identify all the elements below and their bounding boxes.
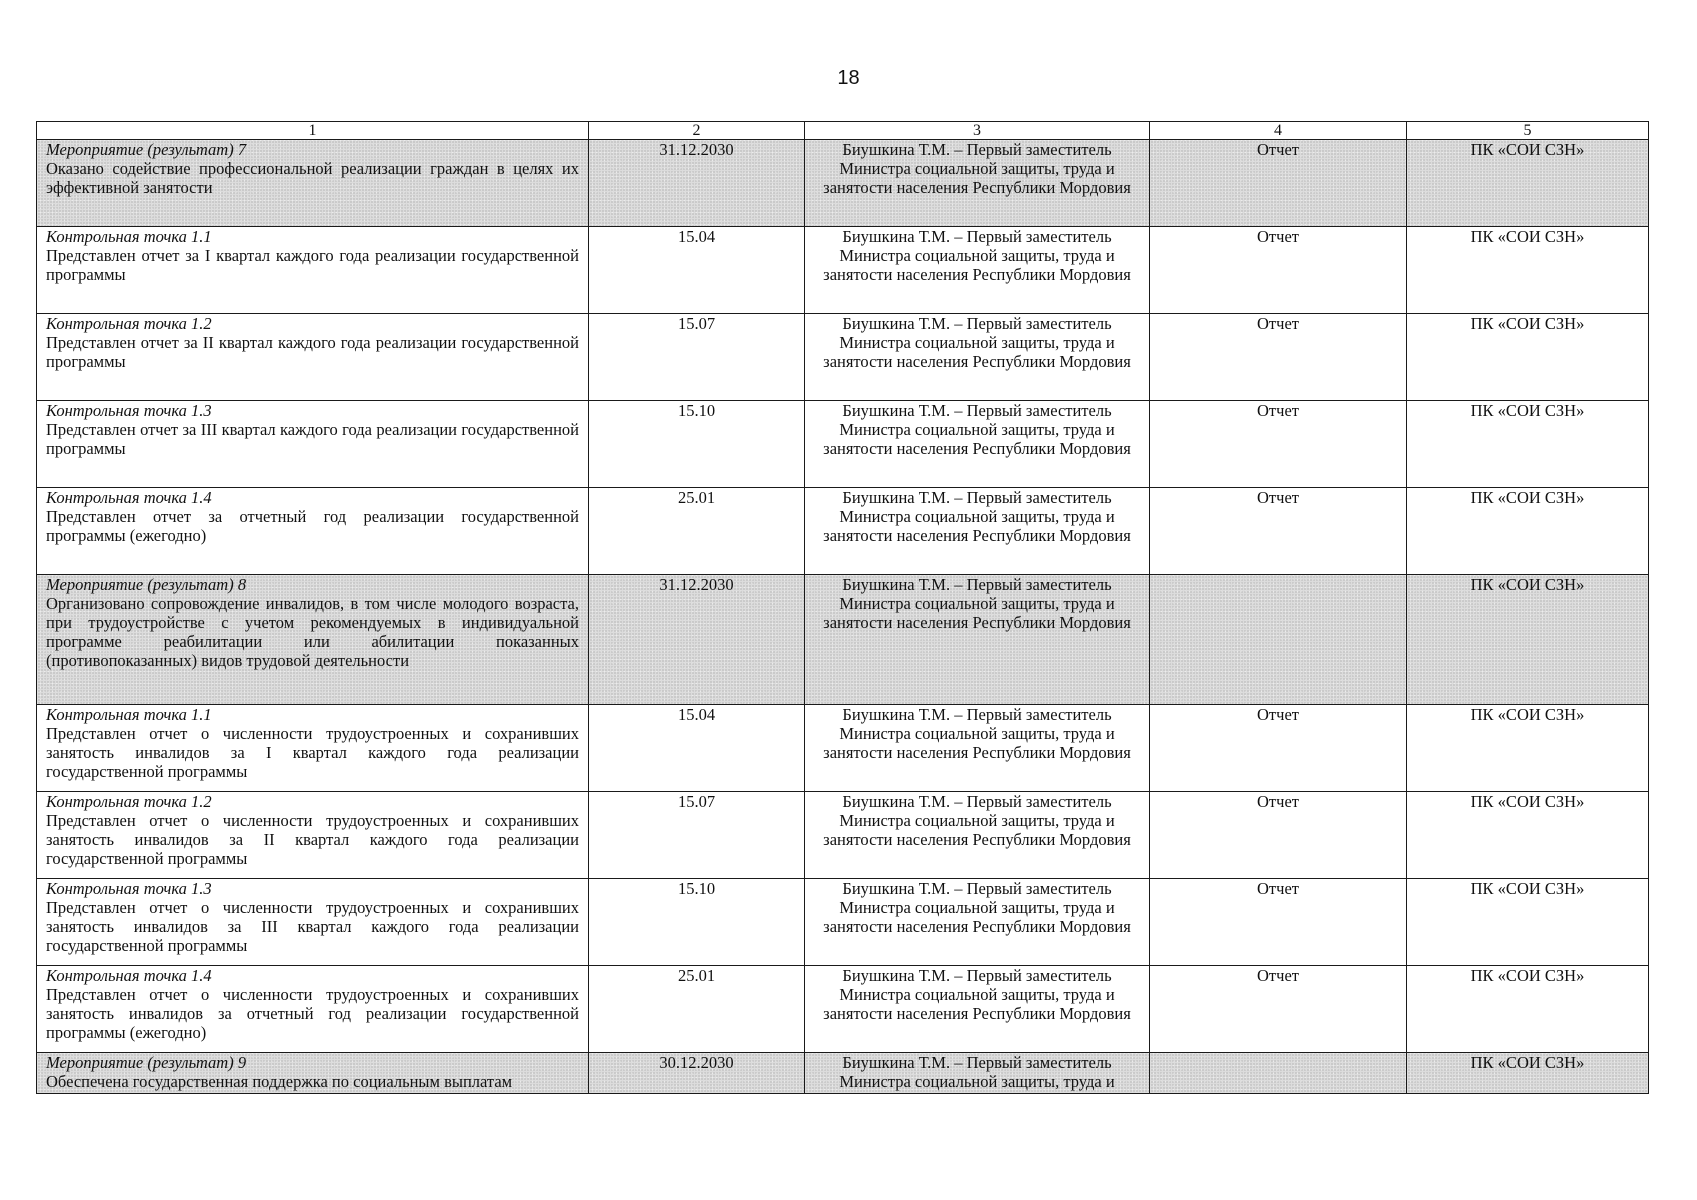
control-point-row (37, 879, 1649, 966)
information-system-cell: ПК «СОИ СЗН» (1407, 401, 1649, 488)
measure-row (37, 575, 1649, 705)
column-number-2: 2 (589, 122, 805, 140)
measure-row (37, 1053, 1649, 1094)
responsible-cell: Биушкина Т.М. – Первый заместитель Министра социальной защиты, труда и занятости населения Республики Мордовия (805, 227, 1150, 314)
document-type-cell (1150, 1053, 1407, 1094)
information-system-cell: ПК «СОИ СЗН» (1407, 140, 1649, 227)
item-kind: Контрольная точка 1.4 (46, 488, 212, 507)
item-description-cell (37, 314, 589, 401)
table-body (37, 140, 1649, 1094)
document-type-cell (1150, 575, 1407, 705)
information-system-cell: ПК «СОИ СЗН» (1407, 575, 1649, 705)
deadline-cell: 15.04 (589, 227, 805, 314)
deadline-cell: 15.10 (589, 401, 805, 488)
control-point-row (37, 401, 1649, 488)
item-text: Организовано сопровождение инвалидов, в том числе молодого возраста, при трудоустройстве с учетом рекомендуемых в индивидуальной программе реабилитации или абилитации показанных (противопоказанных) видов трудовой деятельности (46, 594, 579, 670)
control-point-row (37, 792, 1649, 879)
responsible-cell: Биушкина Т.М. – Первый заместитель Министра социальной защиты, труда и (805, 1053, 1150, 1094)
responsible-cell: Биушкина Т.М. – Первый заместитель Министра социальной защиты, труда и занятости населения Республики Мордовия (805, 314, 1150, 401)
responsible-cell: Биушкина Т.М. – Первый заместитель Министра социальной защиты, труда и занятости населения Республики Мордовия (805, 879, 1150, 966)
item-description-cell (37, 227, 589, 314)
page-number: 18 (837, 67, 860, 89)
item-text: Обеспечена государственная поддержка по социальным выплатам (46, 1072, 513, 1091)
item-text: Представлен отчет за I квартал каждого года реализации государственной программы (46, 246, 579, 284)
responsible-cell: Биушкина Т.М. – Первый заместитель Министра социальной защиты, труда и занятости населения Республики Мордовия (805, 705, 1150, 792)
item-kind: Мероприятие (результат) 8 (46, 575, 247, 594)
deadline-cell: 31.12.2030 (589, 575, 805, 705)
responsible-cell: Биушкина Т.М. – Первый заместитель Министра социальной защиты, труда и занятости населения Республики Мордовия (805, 792, 1150, 879)
information-system-cell: ПК «СОИ СЗН» (1407, 314, 1649, 401)
item-text: Представлен отчет о численности трудоустроенных и сохранивших занятость инвалидов за III квартал каждого года реализации государственной программы (46, 898, 579, 955)
document-type-cell: Отчет (1150, 792, 1407, 879)
deadline-cell: 15.10 (589, 879, 805, 966)
document-type-cell: Отчет (1150, 966, 1407, 1053)
item-kind: Контрольная точка 1.2 (46, 314, 212, 333)
item-description-cell (37, 575, 589, 705)
item-text: Представлен отчет за II квартал каждого года реализации государственной программы (46, 333, 579, 371)
deadline-cell: 15.04 (589, 705, 805, 792)
column-number-1: 1 (37, 122, 589, 140)
implementation-plan-table (36, 121, 1649, 1094)
column-number-5: 5 (1407, 122, 1649, 140)
item-description-cell (37, 140, 589, 227)
item-text: Представлен отчет о численности трудоустроенных и сохранивших занятость инвалидов за II квартал каждого года реализации государственной программы (46, 811, 579, 868)
responsible-cell: Биушкина Т.М. – Первый заместитель Министра социальной защиты, труда и занятости населения Республики Мордовия (805, 140, 1150, 227)
information-system-cell: ПК «СОИ СЗН» (1407, 227, 1649, 314)
control-point-row (37, 227, 1649, 314)
deadline-cell: 15.07 (589, 314, 805, 401)
item-description-cell (37, 966, 589, 1053)
responsible-cell: Биушкина Т.М. – Первый заместитель Министра социальной защиты, труда и занятости населения Республики Мордовия (805, 966, 1150, 1053)
item-kind: Мероприятие (результат) 7 (46, 140, 247, 159)
document-type-cell: Отчет (1150, 879, 1407, 966)
item-kind: Мероприятие (результат) 9 (46, 1053, 247, 1072)
table-header (37, 122, 1649, 140)
item-text: Представлен отчет за III квартал каждого года реализации государственной программы (46, 420, 579, 458)
responsible-cell: Биушкина Т.М. – Первый заместитель Министра социальной защиты, труда и занятости населения Республики Мордовия (805, 575, 1150, 705)
item-description-cell (37, 401, 589, 488)
deadline-cell: 31.12.2030 (589, 140, 805, 227)
item-kind: Контрольная точка 1.1 (46, 705, 212, 724)
deadline-cell: 30.12.2030 (589, 1053, 805, 1094)
responsible-cell: Биушкина Т.М. – Первый заместитель Министра социальной защиты, труда и занятости населения Республики Мордовия (805, 401, 1150, 488)
item-kind: Контрольная точка 1.4 (46, 966, 212, 985)
information-system-cell: ПК «СОИ СЗН» (1407, 879, 1649, 966)
document-type-cell: Отчет (1150, 705, 1407, 792)
item-text: Представлен отчет о численности трудоустроенных и сохранивших занятость инвалидов за отчетный год реализации государственной программы (ежегодно) (46, 985, 579, 1042)
control-point-row (37, 488, 1649, 575)
item-description-cell (37, 792, 589, 879)
document-type-cell: Отчет (1150, 227, 1407, 314)
item-kind: Контрольная точка 1.3 (46, 401, 212, 420)
information-system-cell: ПК «СОИ СЗН» (1407, 966, 1649, 1053)
document-type-cell: Отчет (1150, 314, 1407, 401)
deadline-cell: 15.07 (589, 792, 805, 879)
item-description-cell (37, 1053, 589, 1094)
deadline-cell: 25.01 (589, 966, 805, 1053)
column-number-3: 3 (805, 122, 1150, 140)
control-point-row (37, 705, 1649, 792)
deadline-cell: 25.01 (589, 488, 805, 575)
document-type-cell: Отчет (1150, 401, 1407, 488)
item-kind: Контрольная точка 1.3 (46, 879, 212, 898)
column-number-4: 4 (1150, 122, 1407, 140)
item-description-cell (37, 879, 589, 966)
column-number-row (37, 122, 1649, 140)
item-description-cell (37, 705, 589, 792)
information-system-cell: ПК «СОИ СЗН» (1407, 792, 1649, 879)
responsible-cell: Биушкина Т.М. – Первый заместитель Министра социальной защиты, труда и занятости населения Республики Мордовия (805, 488, 1150, 575)
document-type-cell: Отчет (1150, 140, 1407, 227)
item-kind: Контрольная точка 1.1 (46, 227, 212, 246)
information-system-cell: ПК «СОИ СЗН» (1407, 1053, 1649, 1094)
information-system-cell: ПК «СОИ СЗН» (1407, 705, 1649, 792)
item-text: Представлен отчет за отчетный год реализации государственной программы (ежегодно) (46, 507, 579, 545)
item-description-cell (37, 488, 589, 575)
control-point-row (37, 314, 1649, 401)
measure-row (37, 140, 1649, 227)
item-text: Оказано содействие профессиональной реализации граждан в целях их эффективной занятости (46, 159, 579, 197)
item-text: Представлен отчет о численности трудоустроенных и сохранивших занятость инвалидов за I квартал каждого года реализации государственной программы (46, 724, 579, 781)
information-system-cell: ПК «СОИ СЗН» (1407, 488, 1649, 575)
control-point-row (37, 966, 1649, 1053)
item-kind: Контрольная точка 1.2 (46, 792, 212, 811)
document-type-cell: Отчет (1150, 488, 1407, 575)
